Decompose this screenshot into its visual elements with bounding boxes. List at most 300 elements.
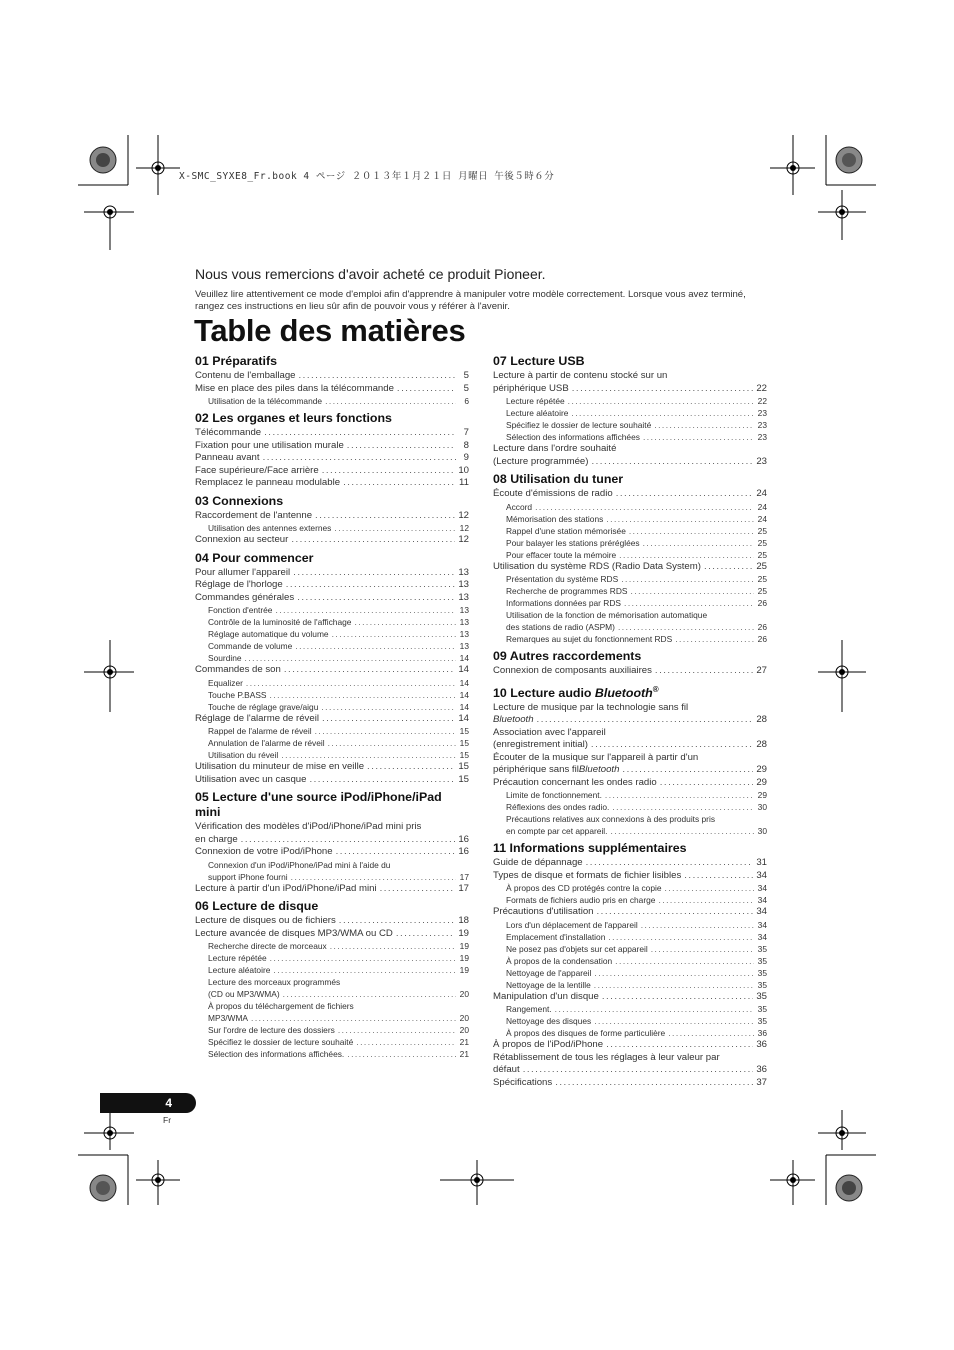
toc-entry	[493, 764, 767, 777]
toc-entry	[195, 664, 469, 677]
toc-entry	[195, 510, 469, 523]
toc-entry-page: 23	[757, 420, 767, 430]
toc-entry	[195, 1024, 469, 1036]
toc-entry	[195, 616, 469, 628]
toc-entry	[493, 419, 767, 431]
toc-section-title: 03 Connexions	[195, 493, 284, 508]
toc-entry-label: (Lecture programmée)	[493, 455, 589, 467]
toc-entry-page: 35	[757, 967, 767, 978]
leader-dots	[241, 834, 456, 847]
leader-dots	[328, 737, 456, 749]
toc-entry	[195, 522, 469, 534]
toc-entry-label: Lecture avancée de disques MP3/WMA ou CD	[195, 927, 393, 939]
toc-entry-label: À propos de la condensation	[506, 955, 613, 966]
toc-entry-label: Fonction d'entrée	[208, 605, 273, 615]
page-number-tab	[100, 1093, 196, 1113]
toc-entry-page: 12	[458, 509, 469, 521]
toc-entry-label: Contenu de l'emballage	[195, 370, 296, 381]
toc-entry-page: 34	[757, 931, 767, 942]
toc-entry-label: Lecture des morceaux programmés	[208, 977, 341, 987]
toc-entry-label: Rétablissement de tous les réglages à leur valeur par	[493, 1051, 720, 1063]
toc-entry	[195, 440, 469, 453]
leader-dots	[612, 801, 754, 813]
leader-dots	[658, 894, 754, 906]
toc-entry	[493, 931, 767, 943]
toc-section-title: 08 Utilisation du tuner	[493, 472, 624, 486]
toc-entry	[195, 1048, 469, 1060]
toc-right-column	[493, 354, 767, 1089]
leader-dots	[641, 919, 754, 931]
toc-entry-page: 34	[756, 906, 767, 918]
toc-entry	[195, 465, 469, 478]
toc-entry-label: Fixation pour une utilisation murale	[195, 439, 344, 451]
toc-entry-label: Connexion de votre iPod/iPhone	[195, 846, 333, 857]
leader-dots	[594, 979, 754, 991]
toc-entry-page: 30	[757, 826, 767, 837]
toc-entry	[195, 640, 469, 652]
toc-entry-label: Pour balayer les stations préréglées	[506, 537, 640, 548]
toc-entry	[195, 915, 469, 928]
toc-entry	[493, 870, 767, 883]
leader-dots	[619, 549, 754, 561]
toc-entry-label: Types de disque et formats de fichier lisibles	[493, 869, 682, 881]
toc-entry-label: Lecture aléatoire	[506, 408, 569, 418]
toc-entry	[493, 573, 767, 585]
leader-dots	[270, 952, 456, 964]
toc-entry-page: 37	[756, 1076, 767, 1088]
toc-entry-label: (enregistrement initial)	[493, 739, 588, 751]
leader-dots	[605, 789, 754, 801]
toc-entry-label: défaut	[493, 1064, 520, 1076]
toc-entry	[493, 777, 767, 790]
toc-entry-label: Lecture répétée	[506, 396, 565, 406]
toc-entry	[195, 964, 469, 976]
leader-dots	[555, 1003, 754, 1015]
toc-entry-label: Présentation du système RDS	[506, 574, 619, 584]
toc-entry-label: Précautions d'utilisation	[493, 906, 594, 918]
toc-entry-page: 36	[756, 1039, 767, 1051]
toc-entry-label: des stations de radio (ASPM)	[506, 622, 615, 632]
leader-dots	[330, 940, 456, 952]
toc-entry	[493, 621, 767, 633]
toc-entry-label: en charge	[195, 833, 238, 845]
toc-entry-page: 15	[459, 726, 469, 736]
toc-entry-page: 21	[459, 1049, 469, 1059]
toc-entry-page: 9	[463, 452, 469, 463]
toc-entry-page: 22	[756, 382, 767, 394]
leader-dots	[332, 628, 456, 640]
toc-entry-page: 18	[458, 915, 469, 926]
toc-entry-page: 35	[757, 955, 767, 966]
leader-dots	[643, 537, 754, 549]
toc-section-list	[493, 665, 767, 678]
toc-entry	[195, 871, 469, 883]
leader-dots	[347, 440, 456, 453]
toc-entry-label: Réglage de l'alarme de réveil	[195, 712, 319, 724]
leader-dots	[322, 713, 455, 726]
toc-entry-label: Sourdine	[208, 653, 242, 663]
leader-dots	[297, 592, 455, 605]
toc-entry-page: 29	[757, 790, 767, 801]
toc-entry-label: Télécommande	[195, 427, 262, 438]
toc-entry	[493, 979, 767, 991]
toc-entry-label: Rappel de l'alarme de réveil	[208, 726, 312, 736]
toc-entry-page: 23	[756, 455, 767, 467]
leader-dots	[586, 857, 754, 870]
leader-dots	[397, 383, 456, 396]
toc-entry	[195, 579, 469, 592]
toc-entry-label: Pour effacer toute la mémoire	[506, 549, 617, 560]
toc-entry	[195, 1012, 469, 1024]
toc-entry-label: Ne posez pas d'objets sur cet appareil	[506, 943, 648, 954]
leader-dots	[651, 943, 754, 955]
toc-entry-label: Utilisation du réveil	[208, 750, 279, 760]
leader-dots	[264, 427, 456, 440]
toc-entry-label: Rappel d'une station mémorisée	[506, 525, 626, 536]
toc-entry-label: Spécifications	[493, 1076, 553, 1088]
toc-entry	[493, 789, 767, 801]
toc-entry-page: 20	[459, 989, 469, 999]
page-number: 4	[165, 1096, 172, 1110]
toc-entry-page: 5	[463, 370, 469, 381]
leader-dots	[354, 616, 456, 628]
toc-entry-label: Spécifiez le dossier de lecture souhaité	[506, 420, 652, 430]
toc-section-title: 09 Autres raccordements	[493, 649, 642, 663]
toc-section-list	[195, 567, 469, 787]
leader-dots	[608, 931, 754, 943]
leader-dots	[622, 764, 753, 777]
toc-entry-page: 35	[757, 1004, 767, 1015]
toc-entry-page: 36	[756, 1064, 767, 1076]
toc-entry	[493, 739, 767, 752]
print-file-info: X-SMC_SYXE8_Fr.book 4 ページ ２０１３年１月２１日 月曜日 午後５時６分	[179, 171, 555, 182]
toc-section-title: 11 Informations supplémentaires	[493, 841, 687, 856]
leader-dots	[591, 456, 753, 469]
language-code: Fr	[163, 1115, 172, 1125]
toc-section-list	[195, 915, 469, 1060]
leader-dots	[618, 621, 754, 633]
leader-dots	[322, 465, 456, 478]
leader-dots	[568, 395, 754, 407]
toc-entry	[493, 585, 767, 597]
leader-dots	[606, 513, 754, 525]
toc-entry-label: Utilisation du minuteur de mise en veille	[195, 761, 365, 772]
toc-entry	[493, 714, 767, 727]
toc-section-title: 05 Lecture d'une source iPod/iPhone/iPad mini	[195, 790, 442, 819]
toc-entry-label: Lecture aléatoire	[208, 965, 271, 975]
leader-dots	[523, 1064, 754, 1077]
leader-dots	[339, 915, 456, 928]
toc-entry	[195, 988, 469, 1000]
toc-left-column	[195, 354, 469, 1060]
toc-section-list	[493, 488, 767, 645]
leader-dots	[594, 1015, 754, 1027]
toc-entry-label: Nettoyage des disques	[506, 1016, 592, 1027]
toc-entry-page: 15	[458, 761, 469, 772]
toc-entry	[195, 952, 469, 964]
toc-entry-page: 25	[756, 560, 767, 572]
leader-dots	[263, 452, 456, 465]
toc-entry-label: Sélection des informations affichées.	[208, 1049, 345, 1059]
toc-entry	[195, 427, 469, 440]
toc-entry-page: 14	[459, 689, 469, 700]
leader-dots	[284, 664, 455, 677]
toc-entry-page: 13	[459, 605, 469, 615]
toc-entry-label: Précaution concernant les ondes radio	[493, 776, 657, 788]
toc-entry	[493, 1027, 767, 1039]
toc-entry-page: 13	[458, 579, 469, 590]
toc-entry-page: 22	[757, 396, 767, 406]
toc-entry-page: 13	[459, 617, 469, 627]
toc-entry-page: 12	[459, 523, 469, 533]
toc-entry-label: Nettoyage de la lentille	[506, 979, 591, 990]
toc-entry-page: 26	[757, 622, 767, 632]
toc-entry-label: Panneau avant	[195, 452, 260, 463]
toc-section-title-italic: Bluetooth	[594, 685, 653, 700]
toc-entry-page: 34	[757, 919, 767, 930]
toc-entry-label: Lecture répétée	[208, 953, 267, 963]
toc-entry-label: Lecture dans l'ordre souhaité	[493, 443, 617, 454]
leader-dots	[336, 846, 456, 859]
toc-entry-label-italic: Bluetooth	[578, 764, 620, 776]
toc-entry-label: Connexion d'un iPod/iPhone/iPad mini à l'aide du	[208, 859, 391, 870]
toc-entry-label: périphérique USB	[493, 382, 569, 394]
toc-entry-label: Commandes de son	[195, 664, 281, 675]
toc-entry-page: 7	[463, 427, 469, 438]
toc-entry	[493, 857, 767, 870]
leader-dots	[273, 964, 456, 976]
toc-entry	[493, 488, 767, 501]
toc-entry-page: 5	[463, 382, 469, 394]
leader-dots	[283, 988, 456, 1000]
toc-entry-page: 34	[757, 883, 767, 894]
leader-dots	[643, 431, 754, 443]
toc-entry	[195, 534, 469, 547]
toc-entry-page: 25	[757, 574, 767, 584]
registered-mark: ®	[652, 684, 659, 694]
leader-dots	[535, 501, 754, 513]
toc-entry-label: Lecture à partir d'un iPod/iPhone/iPad mini	[195, 882, 377, 894]
toc-entry-label: support iPhone fourni	[208, 871, 288, 882]
leader-dots	[668, 1027, 754, 1039]
toc-entry	[493, 1039, 767, 1052]
leader-dots	[325, 395, 456, 407]
toc-entry	[493, 801, 767, 813]
toc-entry-page: 25	[757, 586, 767, 596]
toc-entry-page: 14	[459, 701, 469, 712]
leader-dots	[347, 1048, 456, 1060]
leader-dots	[655, 665, 753, 678]
leader-dots	[291, 534, 455, 547]
leader-dots	[606, 1039, 753, 1052]
leader-dots	[380, 883, 456, 896]
toc-entry-label: Utilisation du système RDS (Radio Data System)	[493, 560, 701, 572]
leader-dots	[245, 652, 456, 664]
leader-dots	[621, 573, 754, 585]
toc-entry-page: 24	[757, 501, 767, 512]
toc-entry-label: Utilisation des antennes externes	[208, 523, 332, 533]
toc-entry-label: périphérique sans fil	[493, 764, 579, 776]
toc-entry-page: 28	[756, 714, 767, 726]
toc-section-title: 02 Les organes et leurs fonctions	[195, 411, 392, 425]
toc-entry	[493, 1015, 767, 1027]
toc-entry-page: 31	[756, 857, 767, 869]
toc-entry	[195, 940, 469, 952]
toc-entry-label: À propos du téléchargement de fichiers	[208, 1001, 354, 1011]
toc-entry	[493, 919, 767, 931]
toc-entry-page: 11	[459, 477, 469, 488]
leader-dots	[555, 1077, 753, 1090]
leader-dots	[572, 383, 754, 396]
toc-entry-page: 34	[757, 895, 767, 906]
toc-entry	[195, 774, 469, 787]
toc-entry-label: Sélection des informations affichées	[506, 432, 640, 442]
toc-entry-page: 17	[458, 882, 469, 894]
toc-section-list	[195, 370, 469, 407]
toc-entry-page: 13	[459, 629, 469, 639]
toc-entry	[195, 701, 469, 713]
leader-dots	[246, 677, 456, 689]
toc-entry-label: Contrôle de la luminosité de l'affichage	[208, 617, 352, 627]
toc-entry	[493, 501, 767, 513]
toc-entry-label: Utilisation de la fonction de mémorisation automatique	[506, 610, 708, 620]
toc-entry-page: 13	[458, 566, 469, 578]
toc-entry	[493, 967, 767, 979]
toc-section-list	[195, 821, 469, 895]
leader-dots	[675, 633, 754, 645]
toc-entry-page: 16	[458, 846, 469, 857]
toc-entry-label: Réglage de l'horloge	[195, 579, 283, 590]
toc-entry-label: Lecture de disques ou de fichiers	[195, 915, 336, 926]
toc-entry-page: 25	[757, 525, 767, 536]
toc-entry-label: en compte par cet appareil.	[506, 826, 608, 837]
toc-entry	[195, 592, 469, 605]
toc-entry-label: Réglage automatique du volume	[208, 629, 329, 639]
toc-entry-label: Écouter de la musique sur l'appareil à partir d'un	[493, 751, 699, 763]
toc-entry	[195, 383, 469, 396]
toc-section-list	[195, 510, 469, 547]
leader-dots	[591, 739, 753, 752]
toc-entry-label: Emplacement d'installation	[506, 931, 606, 942]
toc-entry-page: 12	[458, 534, 469, 545]
toc-section-list	[493, 857, 767, 1089]
toc-entry	[195, 737, 469, 749]
toc-entry-page: 20	[459, 1013, 469, 1023]
toc-entry	[493, 665, 767, 678]
leader-dots	[275, 604, 456, 616]
toc-entry-page: 15	[459, 738, 469, 748]
leader-dots	[309, 774, 455, 787]
toc-entry-page: 19	[459, 953, 469, 963]
toc-entry	[493, 407, 767, 419]
toc-entry-label: Commande de volume	[208, 641, 293, 651]
leader-dots	[684, 870, 753, 883]
leader-dots	[281, 749, 456, 761]
toc-section-list	[195, 427, 469, 490]
toc-entry-page: 27	[756, 665, 767, 676]
toc-entry-label: Recherche directe de morceaux	[208, 941, 327, 951]
toc-entry-label: Raccordement de l'antenne	[195, 509, 313, 521]
toc-entry-page: 16	[458, 833, 469, 845]
toc-entry-page: 15	[458, 773, 469, 785]
leader-dots	[571, 407, 754, 419]
toc-entry-page: 35	[757, 979, 767, 990]
toc-entry	[195, 677, 469, 689]
toc-section-title: 07 Lecture USB	[493, 354, 585, 368]
toc-entry-label: (CD ou MP3/WMA)	[208, 989, 280, 999]
toc-section-title-text: 10 Lecture audio	[493, 685, 595, 700]
leader-dots	[704, 561, 753, 574]
leader-dots	[537, 714, 754, 727]
toc-entry	[195, 652, 469, 664]
toc-entry-page: 35	[756, 990, 767, 1002]
toc-entry-label: Touche P.BASS	[208, 689, 267, 700]
toc-entry-label: Face supérieure/Face arrière	[195, 464, 319, 476]
leader-dots	[631, 585, 755, 597]
toc-entry-page: 19	[459, 965, 469, 975]
toc-entry-page: 13	[458, 591, 469, 603]
toc-entry-label: Mise en place des piles dans la télécommande	[195, 382, 394, 394]
toc-entry-label: Equalizer	[208, 677, 243, 688]
toc-entry-page: 25	[757, 549, 767, 560]
toc-entry-label: Rangement.	[506, 1004, 552, 1015]
toc-entry-label: Annulation de l'alarme de réveil	[208, 738, 325, 748]
toc-entry-label: MP3/WMA	[208, 1013, 249, 1023]
toc-entry	[493, 513, 767, 525]
toc-entry-label: Écoute d'émissions de radio	[493, 488, 613, 499]
leader-dots	[660, 777, 754, 790]
toc-entry	[195, 761, 469, 774]
toc-entry	[195, 689, 469, 701]
toc-entry	[195, 370, 469, 383]
toc-entry	[493, 431, 767, 443]
toc-entry	[493, 549, 767, 561]
toc-entry	[195, 749, 469, 761]
toc-entry-page: 8	[463, 439, 469, 451]
toc-entry-page: 26	[757, 634, 767, 644]
toc-entry-page: 21	[459, 1037, 469, 1047]
toc-entry-page: 19	[459, 941, 469, 951]
toc-entry	[493, 906, 767, 919]
leader-dots	[594, 967, 754, 979]
toc-entry-page: 14	[459, 677, 469, 688]
toc-section-list	[493, 702, 767, 838]
leader-dots	[334, 522, 456, 534]
leader-dots	[291, 871, 456, 883]
leader-dots	[356, 1036, 456, 1048]
toc-entry	[493, 525, 767, 537]
toc-entry	[493, 537, 767, 549]
toc-entry-page: 28	[756, 739, 767, 751]
toc-entry-page: 19	[458, 927, 469, 939]
toc-entry-label: Pour allumer l'appareil	[195, 566, 291, 578]
toc-entry-label: Réflexions des ondes radio.	[506, 802, 610, 813]
toc-entry-label: Lecture de musique par la technologie sans fil	[493, 701, 689, 713]
toc-entry-page: 24	[757, 513, 767, 524]
toc-entry-label: Connexion au secteur	[195, 534, 289, 545]
toc-entry	[195, 628, 469, 640]
leader-dots	[321, 701, 456, 713]
leader-dots	[315, 725, 456, 737]
toc-entry-label: Lecture à partir de contenu stocké sur un	[493, 370, 668, 381]
toc-section-title: 01 Préparatifs	[195, 354, 277, 368]
toc-entry	[195, 713, 469, 726]
toc-entry-label: Commandes générales	[195, 591, 295, 603]
leader-dots	[251, 1012, 456, 1024]
toc-entry-label: Touche de réglage grave/aigu	[208, 701, 319, 712]
toc-entry	[195, 883, 469, 896]
toc-entry	[493, 395, 767, 407]
